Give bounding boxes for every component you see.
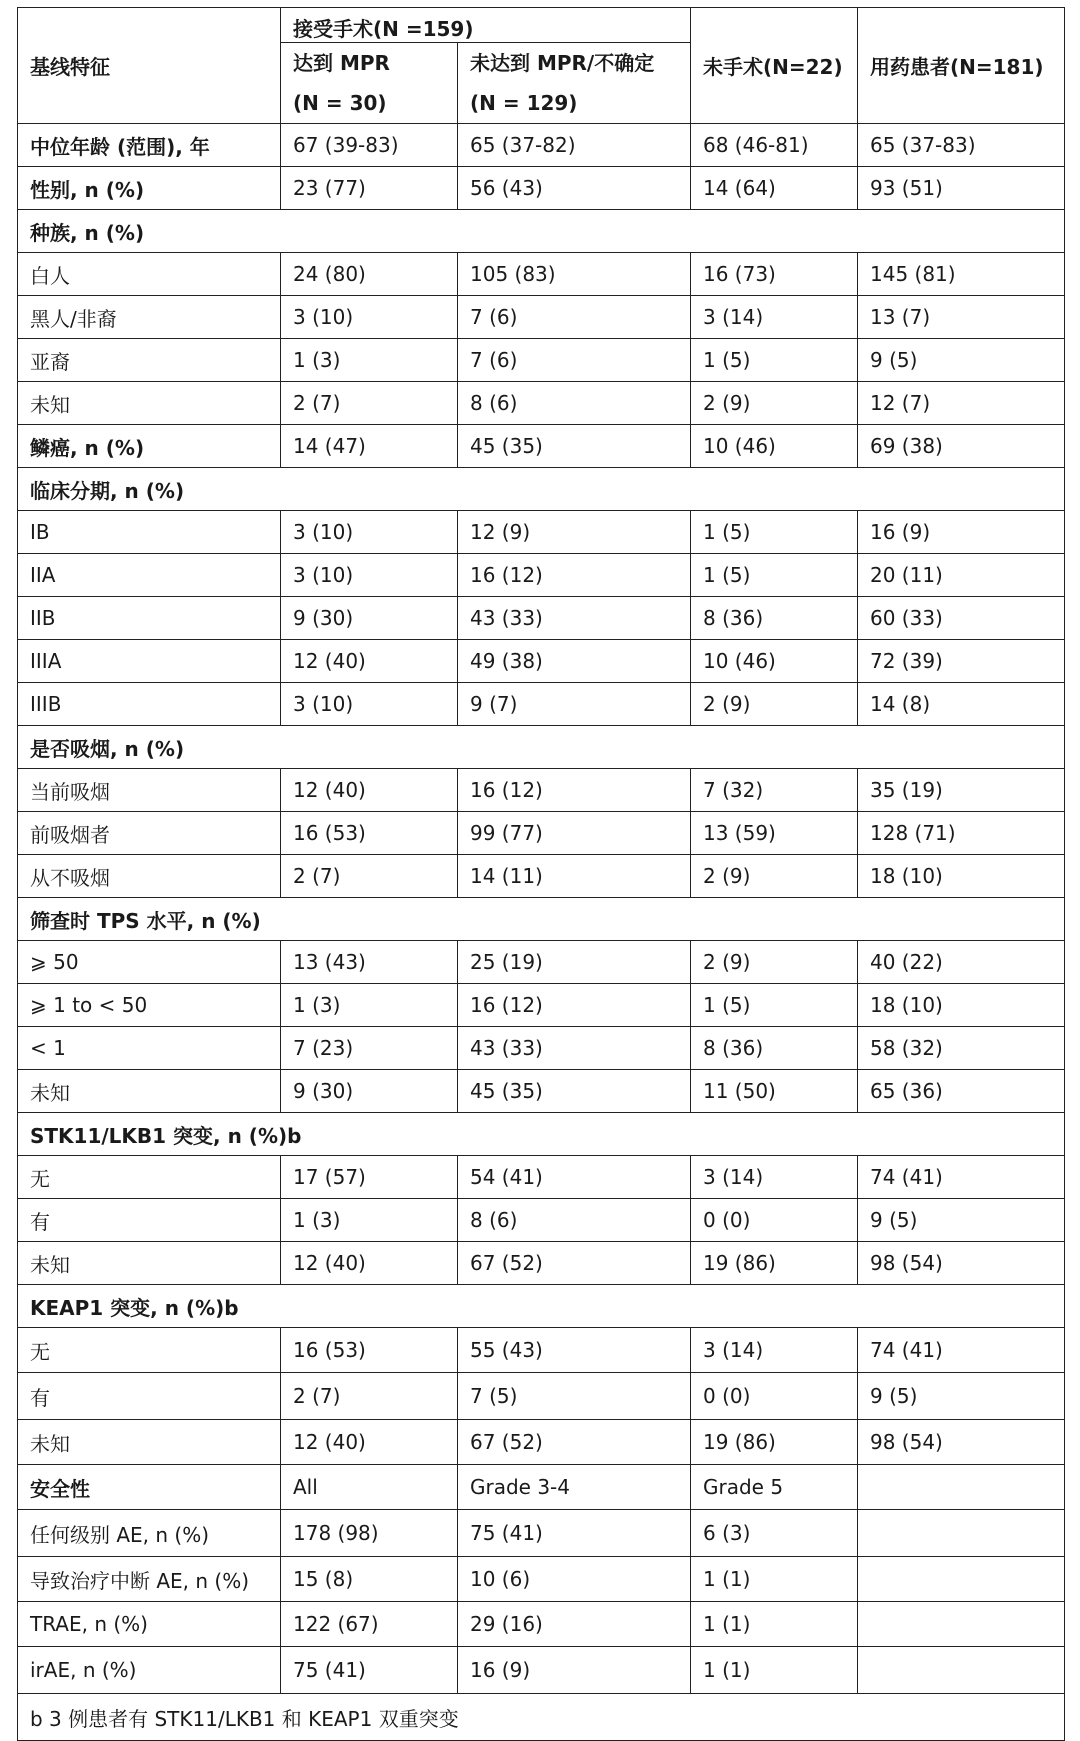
- table-row: [18, 425, 1065, 468]
- cell-no-surgery: 16 (73): [691, 253, 858, 296]
- row-label: 黑人/非裔: [18, 296, 281, 339]
- table-row: [18, 855, 1065, 898]
- cell-mpr: 24 (80): [281, 253, 458, 296]
- row-label: 未知: [18, 1242, 281, 1285]
- row-label: 白人: [18, 253, 281, 296]
- row-label: 未知: [18, 382, 281, 425]
- cell-mpr: 12 (40): [281, 1242, 458, 1285]
- table-row: [18, 597, 1065, 640]
- cell-no-surgery: 2 (9): [691, 683, 858, 726]
- section-row: [18, 210, 1065, 253]
- row-label: 鳞癌, n (%): [18, 425, 281, 468]
- cell-treated: 40 (22): [858, 941, 1065, 984]
- table-row: [18, 640, 1065, 683]
- cell-no-mpr: 49 (38): [458, 640, 691, 683]
- section-row: [18, 1285, 1065, 1328]
- cell-treated: [858, 1602, 1065, 1647]
- section-label: KEAP1 突变, n (%)b: [18, 1285, 1065, 1328]
- header-treated: 用药患者(N=181): [858, 8, 1065, 124]
- cell-treated: 65 (37-83): [858, 124, 1065, 167]
- cell-mpr: 9 (30): [281, 1070, 458, 1113]
- cell-no-mpr: 14 (11): [458, 855, 691, 898]
- table-row: [18, 1070, 1065, 1113]
- table-row: [18, 124, 1065, 167]
- cell-mpr: 17 (57): [281, 1156, 458, 1199]
- table-row: [18, 1373, 1065, 1420]
- cell-mpr: 12 (40): [281, 1420, 458, 1465]
- cell-mpr: 16 (53): [281, 812, 458, 855]
- row-label: IB: [18, 511, 281, 554]
- cell-mpr: 2 (7): [281, 855, 458, 898]
- row-label: ⩾ 50: [18, 941, 281, 984]
- cell-mpr: 3 (10): [281, 683, 458, 726]
- section-label: STK11/LKB1 突变, n (%)b: [18, 1113, 1065, 1156]
- section-label: 种族, n (%): [18, 210, 1065, 253]
- cell-mpr: 3 (10): [281, 296, 458, 339]
- cell-no-surgery: 3 (14): [691, 1328, 858, 1373]
- cell-treated: 128 (71): [858, 812, 1065, 855]
- cell-no-surgery: 14 (64): [691, 167, 858, 210]
- header-no-surgery: 未手术(N=22): [691, 8, 858, 124]
- table-row: [18, 1510, 1065, 1557]
- row-label: 从不吸烟: [18, 855, 281, 898]
- footnote: b 3 例患者有 STK11/LKB1 和 KEAP1 双重突变: [18, 1694, 1065, 1741]
- cell-no-mpr: 16 (9): [458, 1647, 691, 1694]
- cell-no-surgery: 1 (1): [691, 1602, 858, 1647]
- cell-no-surgery: 2 (9): [691, 941, 858, 984]
- cell-no-surgery: 1 (5): [691, 511, 858, 554]
- row-label: 无: [18, 1156, 281, 1199]
- cell-no-surgery: 1 (1): [691, 1557, 858, 1602]
- row-label: IIIA: [18, 640, 281, 683]
- cell-mpr: 178 (98): [281, 1510, 458, 1557]
- cell-no-surgery: 10 (46): [691, 640, 858, 683]
- cell-treated: [858, 1647, 1065, 1694]
- cell-no-mpr: 29 (16): [458, 1602, 691, 1647]
- cell-mpr: 2 (7): [281, 382, 458, 425]
- cell-treated: [858, 1557, 1065, 1602]
- cell-mpr: 12 (40): [281, 769, 458, 812]
- table-row: [18, 812, 1065, 855]
- cell-no-mpr: 16 (12): [458, 769, 691, 812]
- cell-no-surgery: 0 (0): [691, 1199, 858, 1242]
- cell-no-surgery: Grade 5: [691, 1465, 858, 1510]
- cell-no-surgery: 3 (14): [691, 296, 858, 339]
- table-row: [18, 1647, 1065, 1694]
- cell-no-surgery: 68 (46-81): [691, 124, 858, 167]
- cell-no-surgery: 8 (36): [691, 1027, 858, 1070]
- table-row: [18, 1557, 1065, 1602]
- row-label: 未知: [18, 1070, 281, 1113]
- section-row: [18, 468, 1065, 511]
- cell-no-mpr: 43 (33): [458, 1027, 691, 1070]
- cell-no-surgery: 11 (50): [691, 1070, 858, 1113]
- cell-no-mpr: 54 (41): [458, 1156, 691, 1199]
- row-label: 导致治疗中断 AE, n (%): [18, 1557, 281, 1602]
- cell-no-surgery: 1 (5): [691, 984, 858, 1027]
- section-label: 是否吸烟, n (%): [18, 726, 1065, 769]
- row-label: 当前吸烟: [18, 769, 281, 812]
- header-mpr: 达到 MPR: [293, 51, 390, 75]
- cell-mpr: 75 (41): [281, 1647, 458, 1694]
- header-no-mpr: 未达到 MPR/不确定: [470, 51, 655, 75]
- table-row: [18, 253, 1065, 296]
- table-row: [18, 296, 1065, 339]
- cell-no-mpr: 7 (6): [458, 296, 691, 339]
- cell-no-mpr: 7 (5): [458, 1373, 691, 1420]
- cell-mpr: 67 (39-83): [281, 124, 458, 167]
- cell-no-mpr: 12 (9): [458, 511, 691, 554]
- section-label: 临床分期, n (%): [18, 468, 1065, 511]
- cell-mpr: 7 (23): [281, 1027, 458, 1070]
- table-row: [18, 1242, 1065, 1285]
- cell-no-mpr: 16 (12): [458, 984, 691, 1027]
- row-label: 有: [18, 1373, 281, 1420]
- cell-treated: 14 (8): [858, 683, 1065, 726]
- cell-treated: 18 (10): [858, 855, 1065, 898]
- cell-treated: 72 (39): [858, 640, 1065, 683]
- cell-no-surgery: 6 (3): [691, 1510, 858, 1557]
- table-row: [18, 511, 1065, 554]
- table-row: [18, 382, 1065, 425]
- row-label: 有: [18, 1199, 281, 1242]
- table-row: [18, 167, 1065, 210]
- cell-mpr: 122 (67): [281, 1602, 458, 1647]
- baseline-characteristics-table: [17, 7, 1065, 1741]
- cell-no-mpr: 9 (7): [458, 683, 691, 726]
- table-row: [18, 1199, 1065, 1242]
- row-label: IIA: [18, 554, 281, 597]
- row-label: 亚裔: [18, 339, 281, 382]
- cell-treated: 74 (41): [858, 1156, 1065, 1199]
- cell-no-surgery: 19 (86): [691, 1242, 858, 1285]
- header-baseline: 基线特征: [18, 8, 281, 124]
- row-label: irAE, n (%): [18, 1647, 281, 1694]
- cell-no-mpr: 8 (6): [458, 1199, 691, 1242]
- cell-mpr: 2 (7): [281, 1373, 458, 1420]
- cell-mpr: 1 (3): [281, 984, 458, 1027]
- table-row: [18, 1027, 1065, 1070]
- cell-no-mpr: 7 (6): [458, 339, 691, 382]
- row-label: TRAE, n (%): [18, 1602, 281, 1647]
- header-mpr-cell: [281, 43, 458, 124]
- cell-mpr: 14 (47): [281, 425, 458, 468]
- footnote-row: [18, 1694, 1065, 1741]
- cell-treated: 74 (41): [858, 1328, 1065, 1373]
- cell-no-surgery: 1 (5): [691, 554, 858, 597]
- cell-treated: 58 (32): [858, 1027, 1065, 1070]
- cell-mpr: 13 (43): [281, 941, 458, 984]
- row-label: 任何级别 AE, n (%): [18, 1510, 281, 1557]
- table-row: [18, 683, 1065, 726]
- cell-mpr: 15 (8): [281, 1557, 458, 1602]
- table-row: [18, 1156, 1065, 1199]
- cell-no-mpr: 16 (12): [458, 554, 691, 597]
- cell-treated: 35 (19): [858, 769, 1065, 812]
- cell-no-mpr: 8 (6): [458, 382, 691, 425]
- cell-no-surgery: 0 (0): [691, 1373, 858, 1420]
- row-label: 未知: [18, 1420, 281, 1465]
- cell-no-mpr: 105 (83): [458, 253, 691, 296]
- row-label: 无: [18, 1328, 281, 1373]
- table-row: [18, 339, 1065, 382]
- table-row: [18, 769, 1065, 812]
- section-row: [18, 1113, 1065, 1156]
- section-label: 筛查时 TPS 水平, n (%): [18, 898, 1065, 941]
- cell-no-mpr: 10 (6): [458, 1557, 691, 1602]
- row-label: IIIB: [18, 683, 281, 726]
- cell-treated: 98 (54): [858, 1242, 1065, 1285]
- cell-no-mpr: Grade 3-4: [458, 1465, 691, 1510]
- row-label: < 1: [18, 1027, 281, 1070]
- cell-no-surgery: 13 (59): [691, 812, 858, 855]
- row-label: ⩾ 1 to < 50: [18, 984, 281, 1027]
- cell-no-surgery: 1 (1): [691, 1647, 858, 1694]
- cell-mpr: 9 (30): [281, 597, 458, 640]
- table-row: [18, 941, 1065, 984]
- cell-treated: 9 (5): [858, 339, 1065, 382]
- cell-treated: 145 (81): [858, 253, 1065, 296]
- cell-no-mpr: 45 (35): [458, 1070, 691, 1113]
- cell-mpr: 16 (53): [281, 1328, 458, 1373]
- cell-no-surgery: 8 (36): [691, 597, 858, 640]
- cell-mpr: All: [281, 1465, 458, 1510]
- row-label: 安全性: [18, 1465, 281, 1510]
- cell-no-surgery: 2 (9): [691, 855, 858, 898]
- cell-no-surgery: 2 (9): [691, 382, 858, 425]
- header-mpr-n: (N = 30): [293, 91, 387, 115]
- cell-treated: 13 (7): [858, 296, 1065, 339]
- cell-treated: 9 (5): [858, 1373, 1065, 1420]
- cell-treated: 12 (7): [858, 382, 1065, 425]
- cell-mpr: 1 (3): [281, 1199, 458, 1242]
- table-row: [18, 554, 1065, 597]
- cell-no-mpr: 45 (35): [458, 425, 691, 468]
- cell-mpr: 12 (40): [281, 640, 458, 683]
- cell-treated: 60 (33): [858, 597, 1065, 640]
- cell-no-mpr: 67 (52): [458, 1420, 691, 1465]
- cell-no-surgery: 1 (5): [691, 339, 858, 382]
- cell-no-mpr: 67 (52): [458, 1242, 691, 1285]
- table-row: [18, 1420, 1065, 1465]
- row-label: 中位年龄 (范围), 年: [18, 124, 281, 167]
- table-row: [18, 1465, 1065, 1510]
- cell-treated: 18 (10): [858, 984, 1065, 1027]
- cell-no-mpr: 99 (77): [458, 812, 691, 855]
- cell-treated: 93 (51): [858, 167, 1065, 210]
- cell-treated: [858, 1510, 1065, 1557]
- table-row: [18, 984, 1065, 1027]
- cell-no-mpr: 56 (43): [458, 167, 691, 210]
- cell-no-surgery: 19 (86): [691, 1420, 858, 1465]
- cell-treated: 98 (54): [858, 1420, 1065, 1465]
- cell-no-mpr: 65 (37-82): [458, 124, 691, 167]
- section-row: [18, 726, 1065, 769]
- header-no-mpr-cell: [458, 43, 691, 124]
- cell-no-surgery: 10 (46): [691, 425, 858, 468]
- row-label: 前吸烟者: [18, 812, 281, 855]
- cell-no-mpr: 55 (43): [458, 1328, 691, 1373]
- cell-mpr: 1 (3): [281, 339, 458, 382]
- header-surgery: 接受手术(N =159): [281, 8, 691, 43]
- table-row: [18, 1328, 1065, 1373]
- cell-no-surgery: 3 (14): [691, 1156, 858, 1199]
- cell-no-mpr: 75 (41): [458, 1510, 691, 1557]
- cell-no-mpr: 43 (33): [458, 597, 691, 640]
- cell-no-mpr: 25 (19): [458, 941, 691, 984]
- row-label: 性别, n (%): [18, 167, 281, 210]
- row-label: IIB: [18, 597, 281, 640]
- cell-no-surgery: 7 (32): [691, 769, 858, 812]
- header-no-mpr-n: (N = 129): [470, 91, 578, 115]
- cell-mpr: 3 (10): [281, 554, 458, 597]
- cell-treated: 69 (38): [858, 425, 1065, 468]
- cell-treated: 16 (9): [858, 511, 1065, 554]
- section-row: [18, 898, 1065, 941]
- cell-treated: 9 (5): [858, 1199, 1065, 1242]
- cell-treated: [858, 1465, 1065, 1510]
- cell-treated: 20 (11): [858, 554, 1065, 597]
- table-row: [18, 1602, 1065, 1647]
- cell-treated: 65 (36): [858, 1070, 1065, 1113]
- cell-mpr: 3 (10): [281, 511, 458, 554]
- cell-mpr: 23 (77): [281, 167, 458, 210]
